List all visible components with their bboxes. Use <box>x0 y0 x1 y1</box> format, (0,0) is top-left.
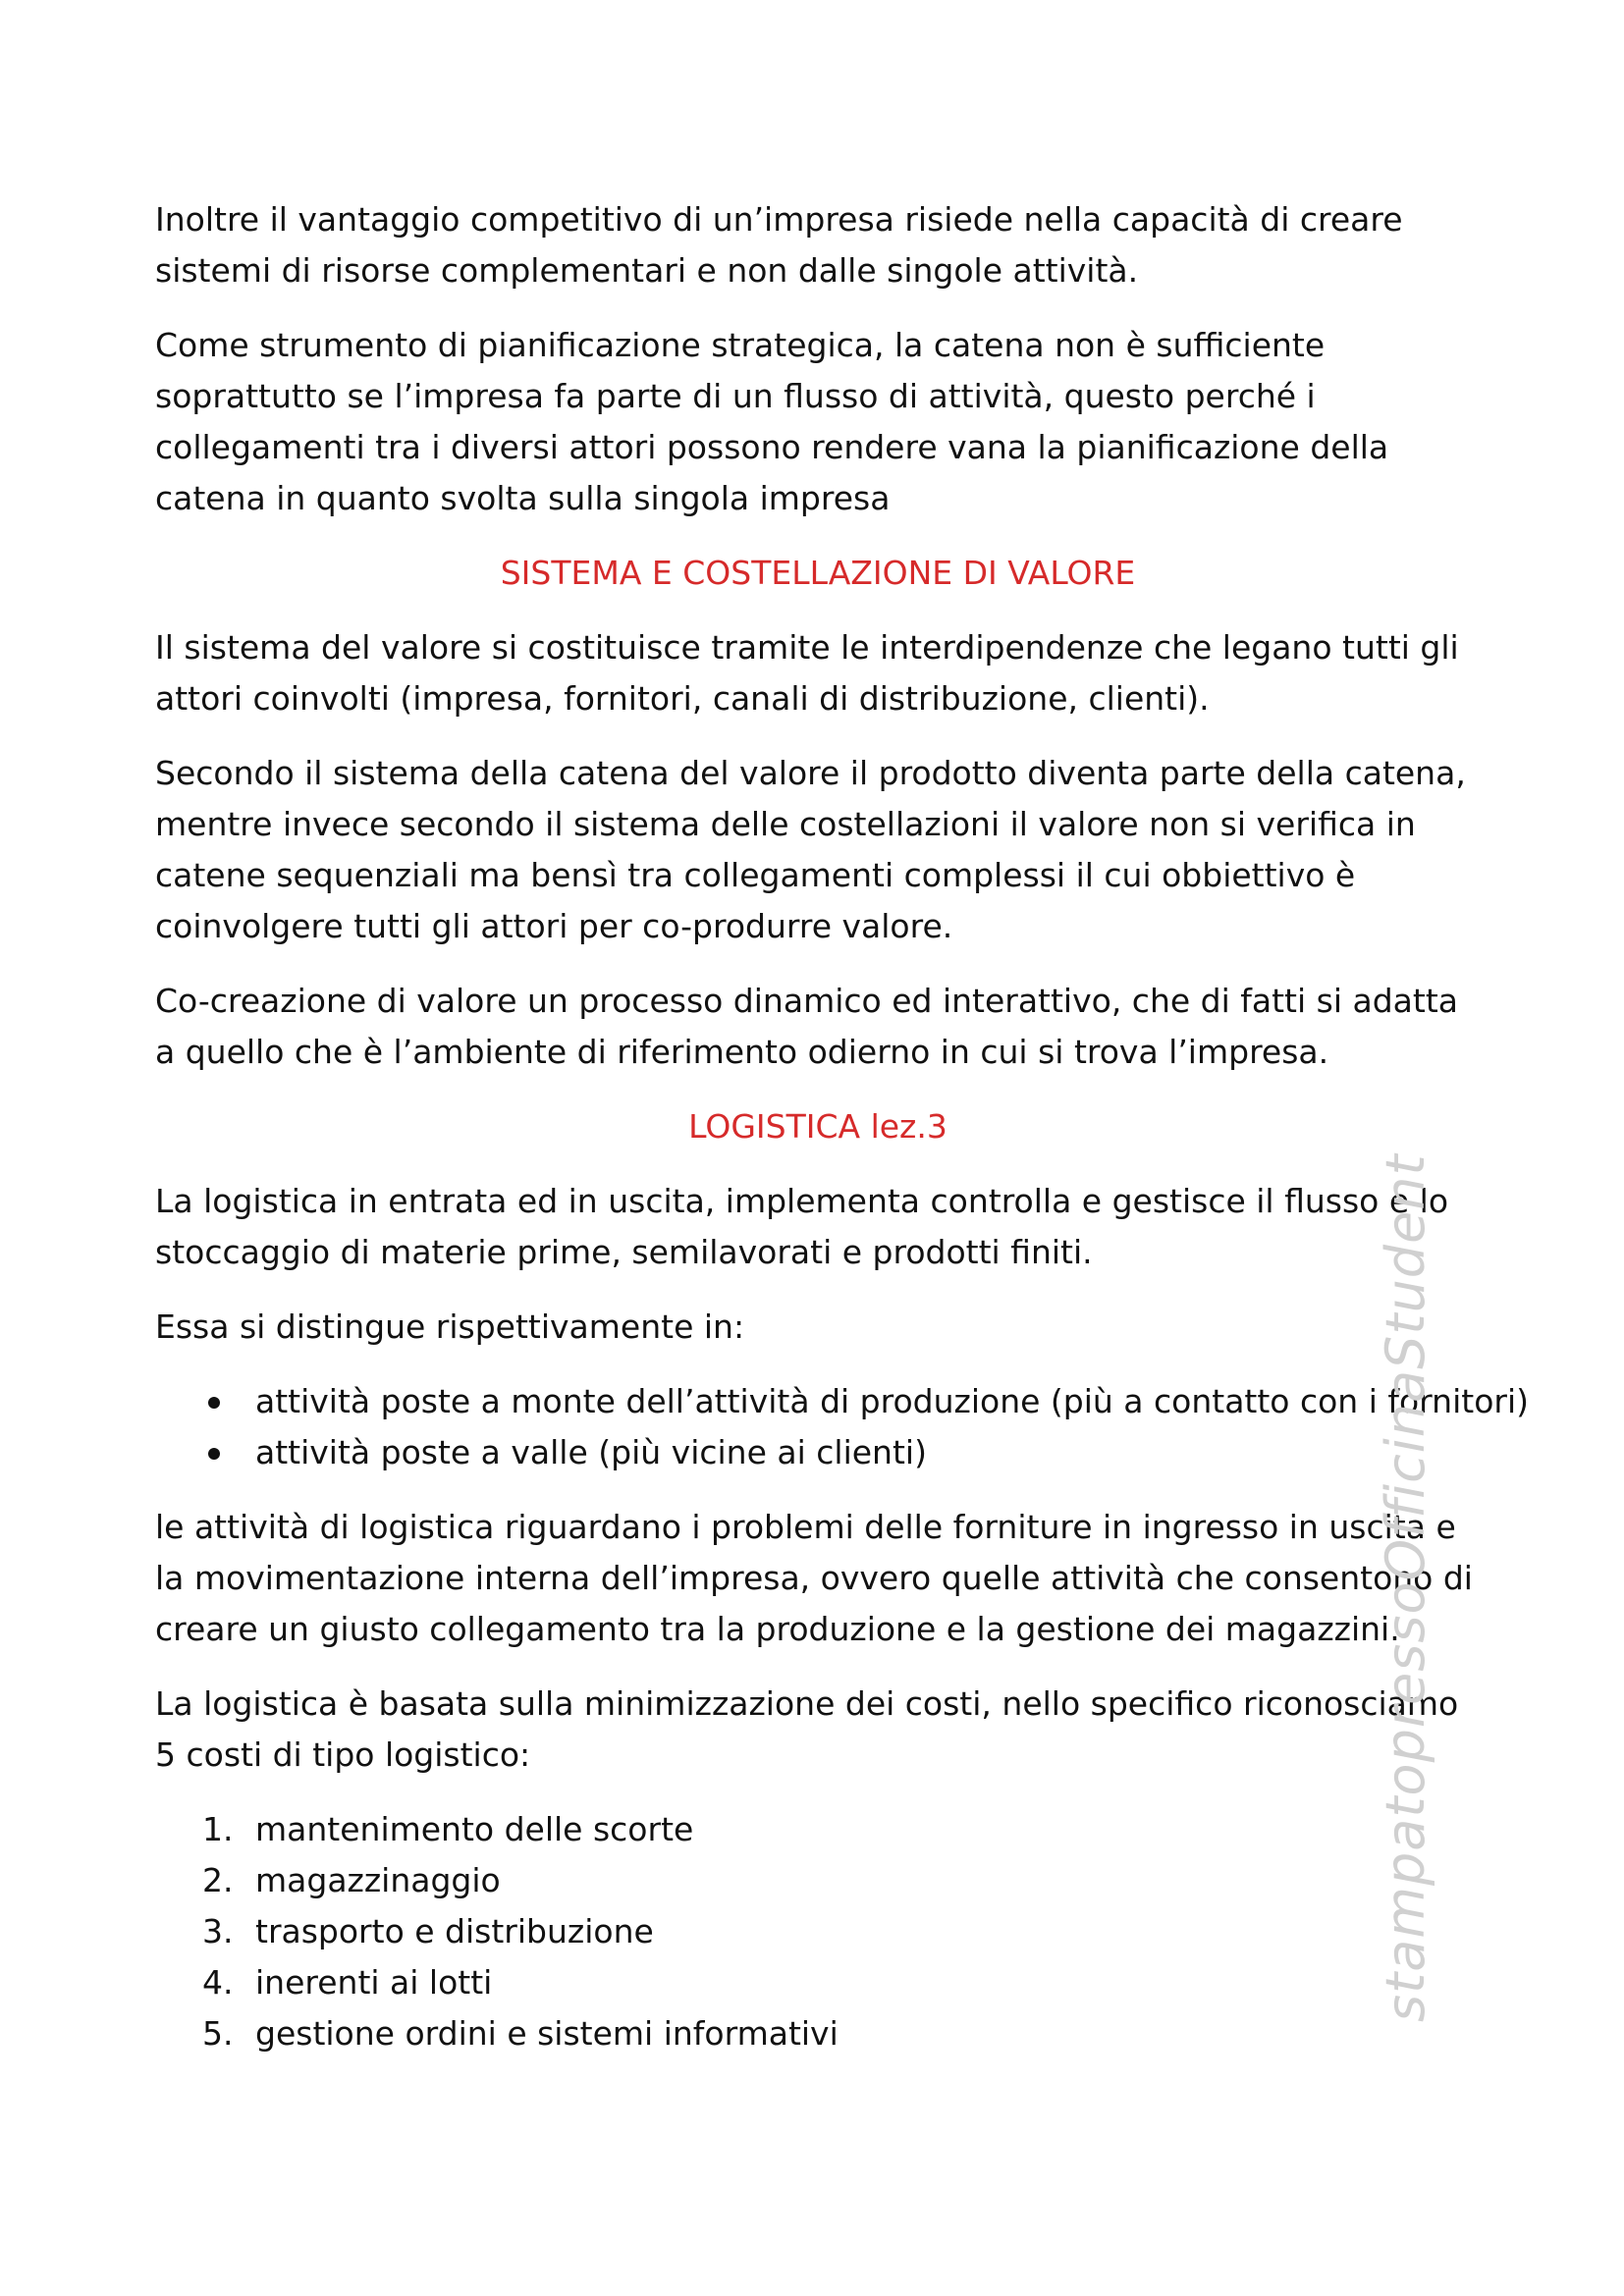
bullet-icon <box>208 1448 220 1460</box>
watermark: stampatopressoOfficinaStudent <box>1375 1153 1436 2022</box>
paragraph-distinzione: Essa si distingue rispettivamente in: <box>155 1308 745 1346</box>
paragraph-logistica-entrata-uscita: La logistica in entrata ed in uscita, implementa controlla e gestisce il flusso e lo stoccaggio di materie prime, semilavorati e prodotti finiti. <box>155 1182 1449 1271</box>
list-number: 3. <box>202 1912 234 1950</box>
document-body <box>155 194 1529 2083</box>
paragraph-pianificazione-strategica: Come strumento di pianificazione strategica, la catena non è sufficiente soprattutto se l’impresa fa parte di un flusso di attività, questo perché i collegamenti tra i diversi attori possono rendere vana la pianificazione della catena in quanto svolta sulla singola impresa <box>155 326 1389 517</box>
bullet-item <box>155 1376 1529 1427</box>
numbered-item <box>155 1957 1481 2008</box>
numbered-item-text: gestione ordini e sistemi informativi <box>255 2014 839 2053</box>
numbered-item <box>155 1804 1481 1855</box>
paragraph-vantaggio-competitivo: Inoltre il vantaggio competitivo di un’impresa risiede nella capacità di creare sistemi di risorse complementari e non dalle singole attività. <box>155 200 1403 290</box>
numbered-item <box>155 1906 1481 1957</box>
paragraph-sistema-valore: Il sistema del valore si costituisce tramite le interdipendenze che legano tutti gli attori coinvolti (impresa, fornitori, canali di distribuzione, clienti). <box>155 628 1459 718</box>
numbered-item-text: inerenti ai lotti <box>255 1963 493 2002</box>
numbered-item-text: mantenimento delle scorte <box>255 1810 694 1848</box>
bullet-icon <box>208 1397 220 1409</box>
list-number: 5. <box>202 2014 234 2053</box>
list-number: 2. <box>202 1861 234 1899</box>
numbered-item <box>155 1855 1481 1906</box>
numbered-item-text: trasporto e distribuzione <box>255 1912 654 1950</box>
paragraph-minimizzazione-costi: La logistica è basata sulla minimizzazione dei costi, nello specifico riconosciamo 5 costi di tipo logistico: <box>155 1684 1459 1774</box>
paragraph-co-creazione: Co-creazione di valore un processo dinamico ed interattivo, che di fatti si adatta a quello che è l’ambiente di riferimento odierno in cui si trova l’impresa. <box>155 982 1458 1071</box>
numbered-list-costi <box>155 1804 1481 2059</box>
paragraph-attivita-logistica: le attività di logistica riguardano i problemi delle forniture in ingresso in uscita e la movimentazione interna dell’impresa, ovvero quelle attività che consentono di creare un giusto collegamento tra la produzione e la gestione dei magazzini. <box>155 1508 1473 1648</box>
list-number: 1. <box>202 1810 234 1848</box>
bullet-item-text: attività poste a valle (più vicine ai clienti) <box>255 1433 927 1471</box>
bullet-item <box>155 1427 1481 1478</box>
paragraph-catena-costellazioni: Secondo il sistema della catena del valore il prodotto diventa parte della catena, mentre invece secondo il sistema delle costellazioni il valore non si verifica in catene sequenziali ma bensì tra collegamenti complessi il cui obbiettivo è coinvolgere tutti gli attori per co-produrre valore. <box>155 754 1466 945</box>
bullet-item-text: attività poste a monte dell’attività di produzione (più a contatto con i fornitori) <box>255 1382 1529 1420</box>
heading-logistica: LOGISTICA lez.3 <box>688 1107 947 1146</box>
numbered-item-text: magazzinaggio <box>255 1861 501 1899</box>
bullet-list-attivita <box>155 1376 1529 1478</box>
list-number: 4. <box>202 1963 234 2002</box>
numbered-item <box>155 2008 1481 2059</box>
heading-sistema-costellazione: SISTEMA E COSTELLAZIONE DI VALORE <box>500 554 1136 592</box>
